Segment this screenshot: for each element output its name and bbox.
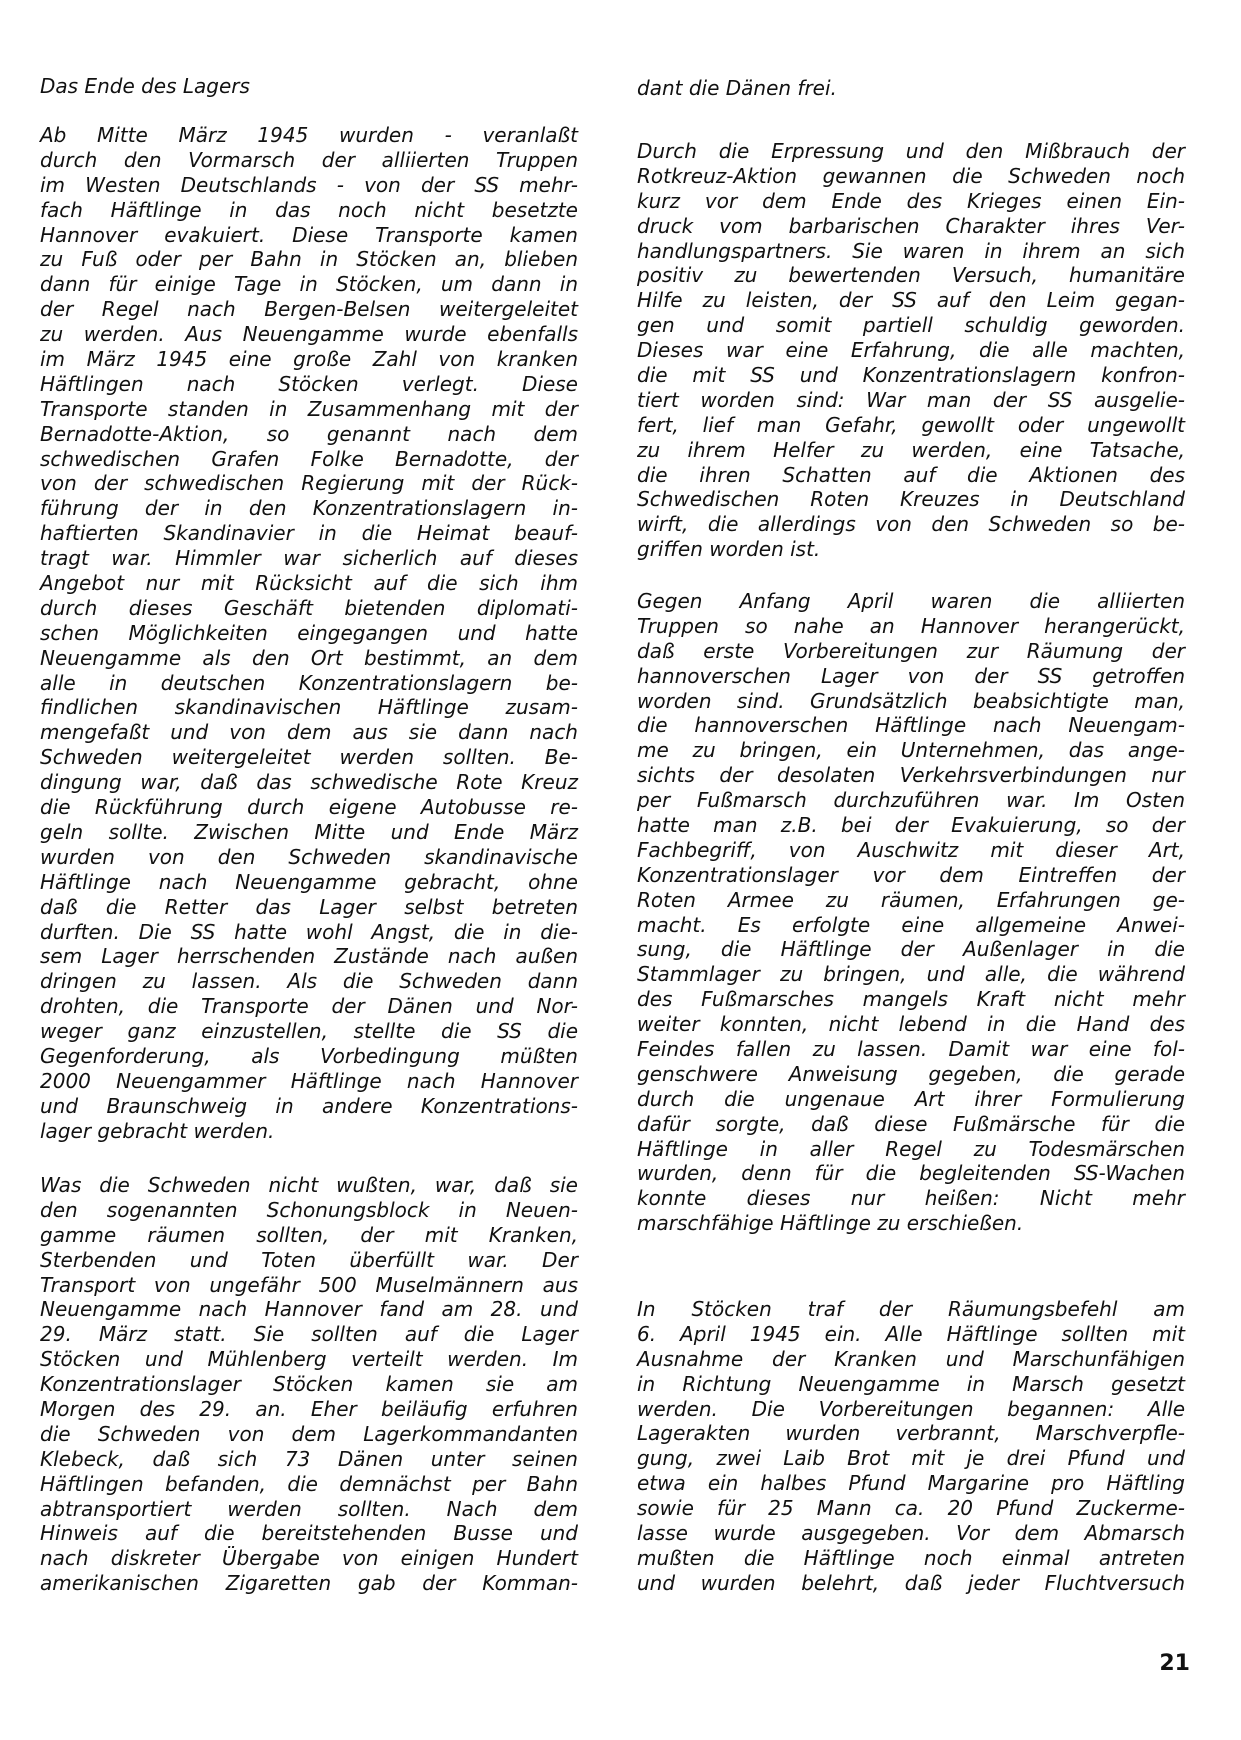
text-line: 29. März statt. Sie sollten auf die Lager bbox=[40, 1322, 578, 1347]
paragraph bbox=[40, 1173, 578, 1596]
text-line: macht. Es erfolgte eine allgemeine Anwei- bbox=[637, 912, 1185, 937]
text-line: amerikanischen Zigaretten gab der Komman- bbox=[40, 1571, 578, 1596]
text-line: hannoverschen Lager von der SS getroffen bbox=[637, 663, 1185, 688]
text-line: dafür sorgte, daß diese Fußmärsche für die bbox=[637, 1111, 1185, 1136]
text-line: lager gebracht werden. bbox=[40, 1118, 275, 1143]
text-line: durften. Die SS hatte wohl Angst, die in die- bbox=[40, 919, 578, 944]
text-line: lasse wurde ausgegeben. Vor dem Abmarsch bbox=[637, 1521, 1185, 1546]
text-line: kurz vor dem Ende des Krieges einen Ein- bbox=[637, 188, 1185, 213]
text-line: 2000 Neuengammer Häftlinge nach Hannover bbox=[40, 1068, 578, 1093]
text-line: im März 1945 eine große Zahl von kranken bbox=[40, 347, 578, 372]
text-line: Häftlinge in aller Regel zu Todesmärschen bbox=[637, 1136, 1185, 1161]
text-line: führung der in den Konzentrationslagern in- bbox=[40, 496, 578, 521]
text-line: daß erste Vorbereitungen zur Räumung der bbox=[637, 638, 1185, 663]
text-line: Stammlager zu bringen, und alle, die während bbox=[637, 962, 1185, 987]
text-line: Häftlinge nach Neuengamme gebracht, ohne bbox=[40, 869, 578, 894]
text-line: Häftlingen befanden, die demnächst per Bahn bbox=[40, 1471, 578, 1496]
text-line: Hannover evakuiert. Diese Transporte kamen bbox=[40, 222, 578, 247]
text-line: Transporte standen in Zusammenhang mit der bbox=[40, 396, 578, 421]
text-line: griffen worden ist. bbox=[637, 537, 821, 562]
text-line: etwa ein halbes Pfund Margarine pro Häftling bbox=[637, 1471, 1185, 1496]
text-line: In Stöcken traf der Räumungsbefehl am bbox=[637, 1297, 1185, 1321]
text-line: weiter konnten, nicht lebend in die Hand des bbox=[637, 1012, 1185, 1037]
text-line: den sogenannten Schonungsblock in Neuen- bbox=[40, 1197, 578, 1222]
text-line: daß die Retter das Lager selbst betreten bbox=[40, 894, 578, 919]
text-line: mußten die Häftlinge noch einmal antreten bbox=[637, 1545, 1185, 1570]
text-line: Hilfe zu leisten, der SS auf den Leim gegan- bbox=[637, 288, 1185, 313]
text-line: Morgen des 29. an. Eher beiläufig erfuhren bbox=[40, 1397, 578, 1422]
text-line: Gegen Anfang April waren die alliierten bbox=[637, 589, 1185, 613]
text-line: zu werden. Aus Neuengamme wurde ebenfalls bbox=[40, 322, 578, 347]
text-line: wurden von den Schweden skandinavische bbox=[40, 844, 578, 869]
text-line: durch den Vormarsch der alliierten Truppen bbox=[40, 147, 578, 172]
text-line: Neuengamme als den Ort bestimmt, an dem bbox=[40, 645, 578, 670]
text-line: Stöcken und Mühlenberg verteilt werden. Im bbox=[40, 1347, 578, 1372]
paragraph bbox=[637, 139, 1185, 562]
text-line: nach diskreter Übergabe von einigen Hundert bbox=[40, 1546, 578, 1571]
text-line: schen Möglichkeiten eingegangen und hatte bbox=[40, 620, 578, 645]
text-line: haftierten Skandinavier in die Heimat beauf- bbox=[40, 521, 578, 546]
text-line: Hinweis auf die bereitstehenden Busse und bbox=[40, 1521, 578, 1546]
text-line: sowie für 25 Mann ca. 20 Pfund Zuckerme- bbox=[637, 1496, 1185, 1521]
text-line: die mit SS und Konzentrationslagern konfron- bbox=[637, 363, 1185, 388]
text-line: Ausnahme der Kranken und Marschunfähigen bbox=[637, 1346, 1185, 1371]
text-line: werden. Die Vorbereitungen begannen: Alle bbox=[637, 1396, 1185, 1421]
text-line: konnte dieses nur heißen: Nicht mehr bbox=[637, 1186, 1185, 1211]
text-line: hatte man z.B. bei der Evakuierung, so der bbox=[637, 813, 1185, 838]
text-line: tiert worden sind: War man der SS ausgelie- bbox=[637, 387, 1185, 412]
text-line: in Richtung Neuengamme in Marsch gesetzt bbox=[637, 1371, 1185, 1396]
text-line: Dieses war eine Erfahrung, die alle machten, bbox=[637, 338, 1185, 363]
text-line: fach Häftlinge in das noch nicht besetzte bbox=[40, 197, 578, 222]
text-line: mengefaßt und von dem aus sie dann nach bbox=[40, 720, 578, 745]
text-line: 6. April 1945 ein. Alle Häftlinge sollten mit bbox=[637, 1321, 1185, 1346]
text-line: Konzentrationslager vor dem Eintreffen der bbox=[637, 862, 1185, 887]
text-line: findlichen skandinavischen Häftlinge zusam- bbox=[40, 695, 578, 720]
text-line: gung, zwei Laib Brot mit je drei Pfund und bbox=[637, 1446, 1185, 1471]
text-line: positiv zu bewertenden Versuch, humanitäre bbox=[637, 263, 1185, 288]
text-line: Feindes fallen zu lassen. Damit war eine fol- bbox=[637, 1037, 1185, 1062]
text-line: Rotkreuz-Aktion gewannen die Schweden noch bbox=[637, 163, 1185, 188]
text-line: me zu bringen, ein Unternehmen, das ange- bbox=[637, 738, 1185, 763]
text-line: dringen zu lassen. Als die Schweden dann bbox=[40, 969, 578, 994]
text-line: die hannoverschen Häftlinge nach Neuengam- bbox=[637, 713, 1185, 738]
text-line: Lagerakten wurden verbrannt, Marschverpfle- bbox=[637, 1421, 1185, 1446]
text-line: Klebeck, daß sich 73 Dänen unter seinen bbox=[40, 1446, 578, 1471]
text-line: Konzentrationslager Stöcken kamen sie am bbox=[40, 1372, 578, 1397]
text-line: und Braunschweig in andere Konzentrations- bbox=[40, 1093, 578, 1118]
text-line: von der schwedischen Regierung mit der Rück- bbox=[40, 471, 578, 496]
text-line: Gegenforderung, als Vorbedingung müßten bbox=[40, 1043, 578, 1068]
paragraph bbox=[637, 1297, 1185, 1596]
text-line: dann für einige Tage in Stöcken, um dann in bbox=[40, 272, 578, 297]
text-line: Sterbenden und Toten überfüllt war. Der bbox=[40, 1247, 578, 1272]
text-line: zu ihrem Helfer zu werden, eine Tatsache, bbox=[637, 437, 1185, 462]
text-line: alle in deutschen Konzentrationslagern be- bbox=[40, 670, 578, 695]
text-line: geln sollte. Zwischen Mitte und Ende März bbox=[40, 819, 578, 844]
text-line: sung, die Häftlinge der Außenlager in die bbox=[637, 937, 1185, 962]
text-line: Bernadotte-Aktion, so genannt nach dem bbox=[40, 421, 578, 446]
text-line: dant die Dänen frei. bbox=[637, 76, 837, 100]
text-line: Angebot nur mit Rücksicht auf die sich ihm bbox=[40, 571, 578, 596]
text-line: durch dieses Geschäft bietenden diplomati- bbox=[40, 595, 578, 620]
text-line: fert, lief man Gefahr, gewollt oder ungewollt bbox=[637, 412, 1185, 437]
text-line: Fachbegriff, von Auschwitz mit dieser Art, bbox=[637, 837, 1185, 862]
text-line: des Fußmarsches mangels Kraft nicht mehr bbox=[637, 987, 1185, 1012]
text-line: die Schweden von dem Lagerkommandanten bbox=[40, 1421, 578, 1446]
text-line: sichts der desolaten Verkehrsverbindungen nur bbox=[637, 763, 1185, 788]
text-line: Roten Armee zu räumen, Erfahrungen ge- bbox=[637, 887, 1185, 912]
text-line: wurden, denn für die begleitenden SS-Wachen bbox=[637, 1161, 1185, 1186]
text-line: wirft, die allerdings von den Schweden so be- bbox=[637, 512, 1185, 537]
text-line: die ihren Schatten auf die Aktionen des bbox=[637, 462, 1185, 487]
text-line: dingung war, daß das schwedische Rote Kreuz bbox=[40, 770, 578, 795]
text-line: und wurden belehrt, daß jeder Fluchtversuch bbox=[637, 1570, 1185, 1595]
text-line: die Rückführung durch eigene Autobusse re- bbox=[40, 795, 578, 820]
heading-text: Das Ende des Lagers bbox=[40, 74, 250, 98]
text-line: worden sind. Grundsätzlich beabsichtigte man, bbox=[637, 688, 1185, 713]
text-line: Neuengamme nach Hannover fand am 28. und bbox=[40, 1297, 578, 1322]
text-line: Was die Schweden nicht wußten, war, daß sie bbox=[40, 1173, 578, 1197]
text-line: drohten, die Transporte der Dänen und Nor- bbox=[40, 994, 578, 1019]
text-line: gamme räumen sollten, der mit Kranken, bbox=[40, 1222, 578, 1247]
paragraph bbox=[637, 589, 1185, 1236]
text-line: schwedischen Grafen Folke Bernadotte, der bbox=[40, 446, 578, 471]
text-line: Häftlingen nach Stöcken verlegt. Diese bbox=[40, 371, 578, 396]
text-line: marschfähige Häftlinge zu erschießen. bbox=[637, 1211, 1024, 1236]
paragraph bbox=[637, 76, 1185, 101]
text-line: Schwedischen Roten Kreuzes in Deutschland bbox=[637, 487, 1185, 512]
text-line: zu Fuß oder per Bahn in Stöcken an, blieben bbox=[40, 247, 578, 272]
text-line: im Westen Deutschlands - von der SS mehr- bbox=[40, 172, 578, 197]
text-line: handlungspartners. Sie waren in ihrem an sich bbox=[637, 238, 1185, 263]
text-line: druck vom barbarischen Charakter ihres Ver- bbox=[637, 213, 1185, 238]
paragraph bbox=[40, 123, 578, 1144]
text-line: Ab Mitte März 1945 wurden - veranlaßt bbox=[40, 123, 578, 147]
text-line: sem Lager herrschenden Zustände nach außen bbox=[40, 944, 578, 969]
text-line: gen und somit partiell schuldig geworden. bbox=[637, 313, 1185, 338]
text-line: Durch die Erpressung und den Mißbrauch der bbox=[637, 139, 1185, 163]
text-line: durch die ungenaue Art ihrer Formulierung bbox=[637, 1086, 1185, 1111]
text-line: genschwere Anweisung gegeben, die gerade bbox=[637, 1061, 1185, 1086]
page-number: 21 bbox=[1159, 1651, 1190, 1676]
text-line: Truppen so nahe an Hannover herangerückt, bbox=[637, 613, 1185, 638]
text-line: abtransportiert werden sollten. Nach dem bbox=[40, 1496, 578, 1521]
section-heading bbox=[40, 74, 578, 99]
text-line: tragt war. Himmler war sicherlich auf dieses bbox=[40, 546, 578, 571]
text-line: Transport von ungefähr 500 Muselmännern aus bbox=[40, 1272, 578, 1297]
text-line: per Fußmarsch durchzuführen war. Im Osten bbox=[637, 788, 1185, 813]
text-line: der Regel nach Bergen-Belsen weitergeleitet bbox=[40, 297, 578, 322]
text-line: weger ganz einzustellen, stellte die SS die bbox=[40, 1019, 578, 1044]
text-line: Schweden weitergeleitet werden sollten. Be- bbox=[40, 745, 578, 770]
